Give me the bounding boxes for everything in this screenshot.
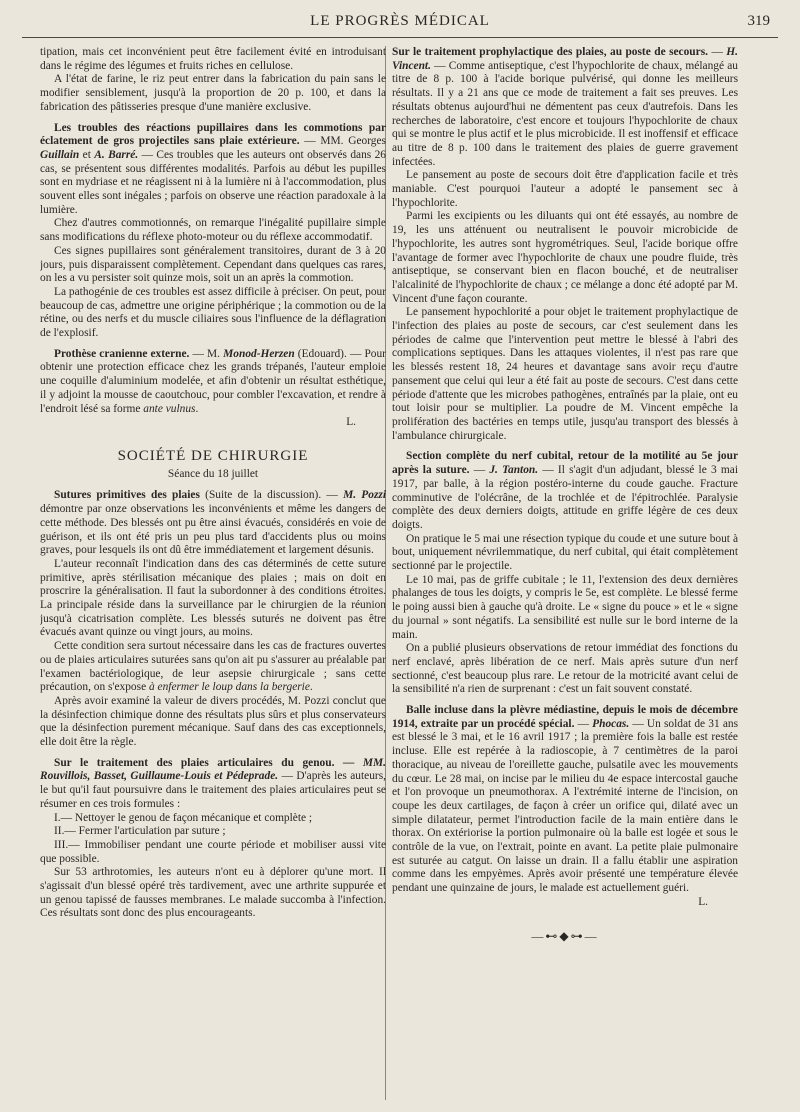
list-item: I.— Nettoyer le genou de façon mécanique et complète ;: [54, 811, 313, 824]
article-text: — Il s'agit d'un adjudant, blessé le 3 mai 1917, par balle, à la région postéro-interne du coude gauche. Fracture comminutive de l'olécrâne, de la trochlée et de l'épitrochlée. Paralysie complète des deux derniers doigts, attitude en griffe légère de ces deux doigts.: [392, 464, 738, 531]
article-title: Sutures primitives des plaies: [54, 489, 200, 502]
article-dash: —: [711, 46, 723, 58]
article-mm: — MM. Georges: [304, 135, 386, 148]
author-name: A. Barré.: [94, 148, 139, 161]
list-item: II.— Fermer l'articulation par suture ;: [54, 825, 226, 838]
article-text: — Ces troubles que les auteurs ont observés dans 26 cas, se présentent sous différentes modalités. Parfois au début les pupilles sont en mydriase et ne réagissent ni à la lumière ni à l'accommodation, plus souvent elles sont inégales ; parfois on observe une réaction paradoxale à la lumière.: [40, 148, 386, 216]
paragraph: [40, 640, 386, 695]
paragraph-text: Cette condition sera surtout nécessaire dans les cas de fractures ouvertes ou de plaies articulaires suturées sans qu'on ait pu s'assurer au préalable par l'examen bactériologique, de leur asepsie chirurgicale ; sans cette précaution, on s'expose: [40, 640, 386, 694]
signature: L.: [698, 895, 708, 908]
right-column: [392, 46, 738, 1100]
author-name: Monod-Herzen: [223, 347, 295, 360]
paragraph: Sur 53 arthrotomies, les auteurs n'ont eu à déplorer qu'une mort. Il s'agissait d'un blessé opéré très tardivement, avec une arthrite suppurée et un genou tapissé de fausses membranes. Le malade succomba à l'infection. Ces résultats sont donc des plus encourageants.: [40, 866, 386, 920]
author-conjunction: et: [82, 148, 91, 161]
page-number: 319: [747, 13, 770, 29]
italic-phrase: à enfermer le loup dans la bergerie: [148, 681, 310, 694]
article-title: Sur le traitement prophylactique des plaies, au poste de secours.: [392, 46, 708, 58]
article-troubles-pupillaires: [40, 122, 386, 218]
paragraph: Chez d'autres commotionnés, on remarque l'inégalité pupillaire simple sans modifications du réflexe photo-moteur ou du réflexe accommodatif.: [40, 217, 386, 244]
paragraph: Le 10 mai, pas de griffe cubitale ; le 11, l'extension des deux dernières phalanges de tous les doigts, y compris le 5e, est complète. Le blessé ferme le poing aussi bien à gauche qu'à droite. Le « signe du pouce » et le « signe du journal » sont négatifs. La sensibilité est nulle sur le bord interne de la main.: [392, 573, 738, 641]
paragraph: Ces signes pupillaires sont généralement transitoires, durant de 3 à 20 jours, puis disparaissent complètement. Cependant dans quelques cas rares, on les a vu persister soit quinze mois, soit un an après la commotion.: [40, 244, 386, 285]
author-name: M. Pozzi: [343, 489, 386, 502]
page-header: [22, 11, 778, 38]
article-text: — Comme antiseptique, c'est l'hypochlorite de chaux, mélangé au titre de 8 p. 100 à l'acide borique pulvérisé, qui donne les meilleurs résultats. Il y a 21 ans que ce mode de traitement a fait ses preuves. Les résultats obtenus aujourd'hui ne démentent pas ceux d'autrefois. Dans les recherches de laboratoire, c'est encore et toujours l'hypochlorite de chaux qui se montre le plus actif et le plus microbicide. Il est inoffensif et efficace au titre de 8 p. 100 dans le traitement des plaies de guerre gravement infectées.: [392, 59, 738, 168]
article-dash: —: [473, 464, 486, 477]
author-name: J. Tanton.: [489, 464, 539, 477]
article-title: Les troubles des réactions pupillaires dans les commotions par éclatement de gros projectiles sans plaie extérieure.: [40, 121, 386, 148]
article-text: (Edouard). — Pour obtenir une protection efficace chez les grands trépanés, l'auteur emploie une coquille d'aluminium modelée, et afin d'obtenir un résultat esthétique, il y adjoint la mousse de caoutchouc, pour combler l'excavation, et rendre à l'endroit lésé sa forme: [40, 347, 386, 415]
paragraph: La pathogénie de ces troubles est assez difficile à préciser. On peut, pour beaucoup de cas, admettre une origine périphérique ; la commotion ou de la rétine, ou des nerfs et du muscle ciliaires sous l'influence de la déflagration de l'explosif.: [40, 285, 386, 340]
article-nerf-cubital: [392, 450, 738, 532]
closing-ornament: —⊷◆⊶—: [531, 928, 599, 943]
paragraph: Après avoir examiné la valeur de divers procédés, M. Pozzi conclut que la désinfection chimique donne des résultats plus sûrs et plus conservateurs que la désinfection purement mécanique. Sauf dans des cas exceptionnels, elle doit être la règle.: [40, 694, 386, 749]
paragraph: Le pansement au poste de secours doit être d'application facile et très maniable. C'est pourquoi l'auteur a adopté le pansement sec à l'hypochlorite.: [392, 169, 738, 209]
author-name: H. Vincent.: [392, 46, 738, 72]
article-balle-incluse: [392, 704, 738, 910]
journal-title: LE PROGRÈS MÉDICAL: [310, 13, 490, 29]
article-title: Sur le traitement des plaies articulaires du genou.: [54, 756, 335, 769]
article-dash: —: [577, 717, 589, 730]
article-end: .: [195, 402, 199, 415]
article-prothese-cranienne: [40, 348, 386, 430]
list-item: III.— Immobiliser pendant une courte période et mobiliser aussi vite que possible.: [40, 838, 386, 865]
section-date: Séance du 18 juillet: [167, 467, 259, 480]
article-text: — D'après les auteurs, le but qu'il faut poursuivre dans le traitement des plaies articulaires peut se résumer en ces trois formules :: [40, 770, 386, 810]
article-title: Balle incluse dans la plèvre médiastine, depuis le mois de décembre 1914, extraite par un procédé spécial.: [392, 704, 738, 730]
section-title: SOCIÉTÉ DE CHIRURGIE: [117, 447, 309, 464]
paragraph: A l'état de farine, le riz peut entrer dans la fabrication du pain sans le modifier sensiblement, jusqu'à la proportion de 20 p. 100, et dans la fabrication des pâtisseries presque d'une manière exclusive.: [40, 73, 386, 113]
author-names: — MM. Rouvillois, Basset, Guillaume-Louis et Pédeprade.: [40, 756, 386, 783]
left-column: [40, 46, 386, 1100]
paragraph-end: .: [309, 681, 313, 694]
author-name: Guillain: [40, 148, 80, 161]
paragraph: tipation, mais cet inconvénient peut être facilement évité en introduisant dans le régime des légumes et fruits riches en cellulose.: [40, 46, 386, 72]
article-traitement-prophylactique: [392, 46, 738, 169]
article-suite: (Suite de la discussion). —: [205, 489, 338, 502]
article-title: Prothèse cranienne externe.: [54, 347, 190, 360]
article-sutures-primitives: [40, 489, 386, 558]
paragraph: Le pansement hypochlorité a pour objet le traitement prophylactique de l'infection des plaies au poste de secours, car c'est seulement dans les périodes de calme que l'intervention peut mettre le blessé à l'abri des complications septiques. Dans les attaques violentes, il n'est pas rare que les blessés restent 18, 24 heures et davantage sans avoir reçu d'autre pansement que celui qui leur a été fait au poste de secours. C'est dans cette période d'attente que les microbes pathogènes, entraînés par la plaie, ont eu tout loisir pour se multiplier. La poudre de M. Vincent empêche la prolifération des bactéries en temps utile, jusqu'au transport des blessés à l'ambulance chirurgicale.: [392, 306, 738, 442]
article-title: Section complète du nerf cubital, retour de la motilité au 5e jour après la suture.: [392, 450, 738, 477]
paragraph: L'auteur reconnaît l'indication dans des cas déterminés de cette suture primitive, après stérilisation mécanique des plaies ; mais on doit en proscrire la généralisation. Il faut la subordonner à des conditions étroites. La principale réside dans la surveillance par le chirurgien de la réunion jusqu'à cicatrisation complète. Les blessés suturés ne doivent pas être évacués avant quinze ou vingt jours, au moins.: [40, 557, 386, 639]
paragraph: On a publié plusieurs observations de retour immédiat des fonctions du nerf enclavé, après libération de ce nerf. Mais après suture d'un nerf sectionné, c'est beaucoup plus rare. Le retour de la motricité avant celui de la sensibilité n'a rien de surprenant : c'est un fait souvent constaté.: [392, 642, 738, 696]
paragraph: Parmi les excipients ou les diluants qui ont été essayés, au nombre de 19, les uns atténuent ou neutralisent le pouvoir microbicide de l'hypochlorite, les autres sont hygrométriques. Seul, l'acide borique offre l'avantage de former avec l'hypochlorite de chaux une poudre fluide, très antiseptique, se conservant bien en flacon bouché, et de neutraliser l'alcalinité de l'hypochlorite de chaux ; ce mélange a donc été adopté par M. Vincent d'une façon courante.: [392, 210, 738, 305]
author-name: Phocas.: [592, 717, 630, 730]
latin-phrase: ante vulnus: [143, 402, 196, 415]
article-text: démontre par onze observations les inconvénients et même les dangers de cette méthode. Des blessés ont pu être ainsi évacués, considérés en voie de guérison, et ils ont été pris un peu plus tard d'accidents plus ou moins graves, pour lesquels ils ont dû être immédiatement et largement désunis.: [40, 503, 386, 557]
signature: L.: [346, 416, 356, 429]
article-text: — Un soldat de 31 ans est blessé le 3 mai, et le 16 avril 1917 ; la première fois la balle est restée incluse. Elle est repérée à la radioscopie, à 7 centimètres de la paroi thoracique, au niveau de l'oreillette gauche, pulsatile avec les mouvements du cœur. Le 28 mai, on incise par le milieu du 4e espace intercostal gauche et l'on provoque un pneumothorax. A l'extrémité interne de l'incision, on coupe les deux cartilages, de façon à créer un orifice qui, dilaté avec un simple dilatateur, permet l'introduction facile de la main entière dans le thorax. On extériorise la portion pulmonaire où la balle est logée et sous le contrôle de la vue, on l'extrait, pointe en avant. La petite plaie pulmonaire est suturée au catgut. On laisse un drain. Il a fallu établir une aspiration comme dans les empyèmes. Après avoir présenté une température élevée pendant une quinzaine de jours, le malade est actuellement guéri.: [392, 717, 738, 895]
paragraph: On pratique le 5 mai une résection typique du coude et une suture bout à bout, uniquement névrilemmatique, du nerf cubital, qui était complètement sectionné par le projectile.: [392, 532, 738, 573]
article-m: — M.: [192, 347, 221, 360]
article-plaies-genou: [40, 757, 386, 812]
